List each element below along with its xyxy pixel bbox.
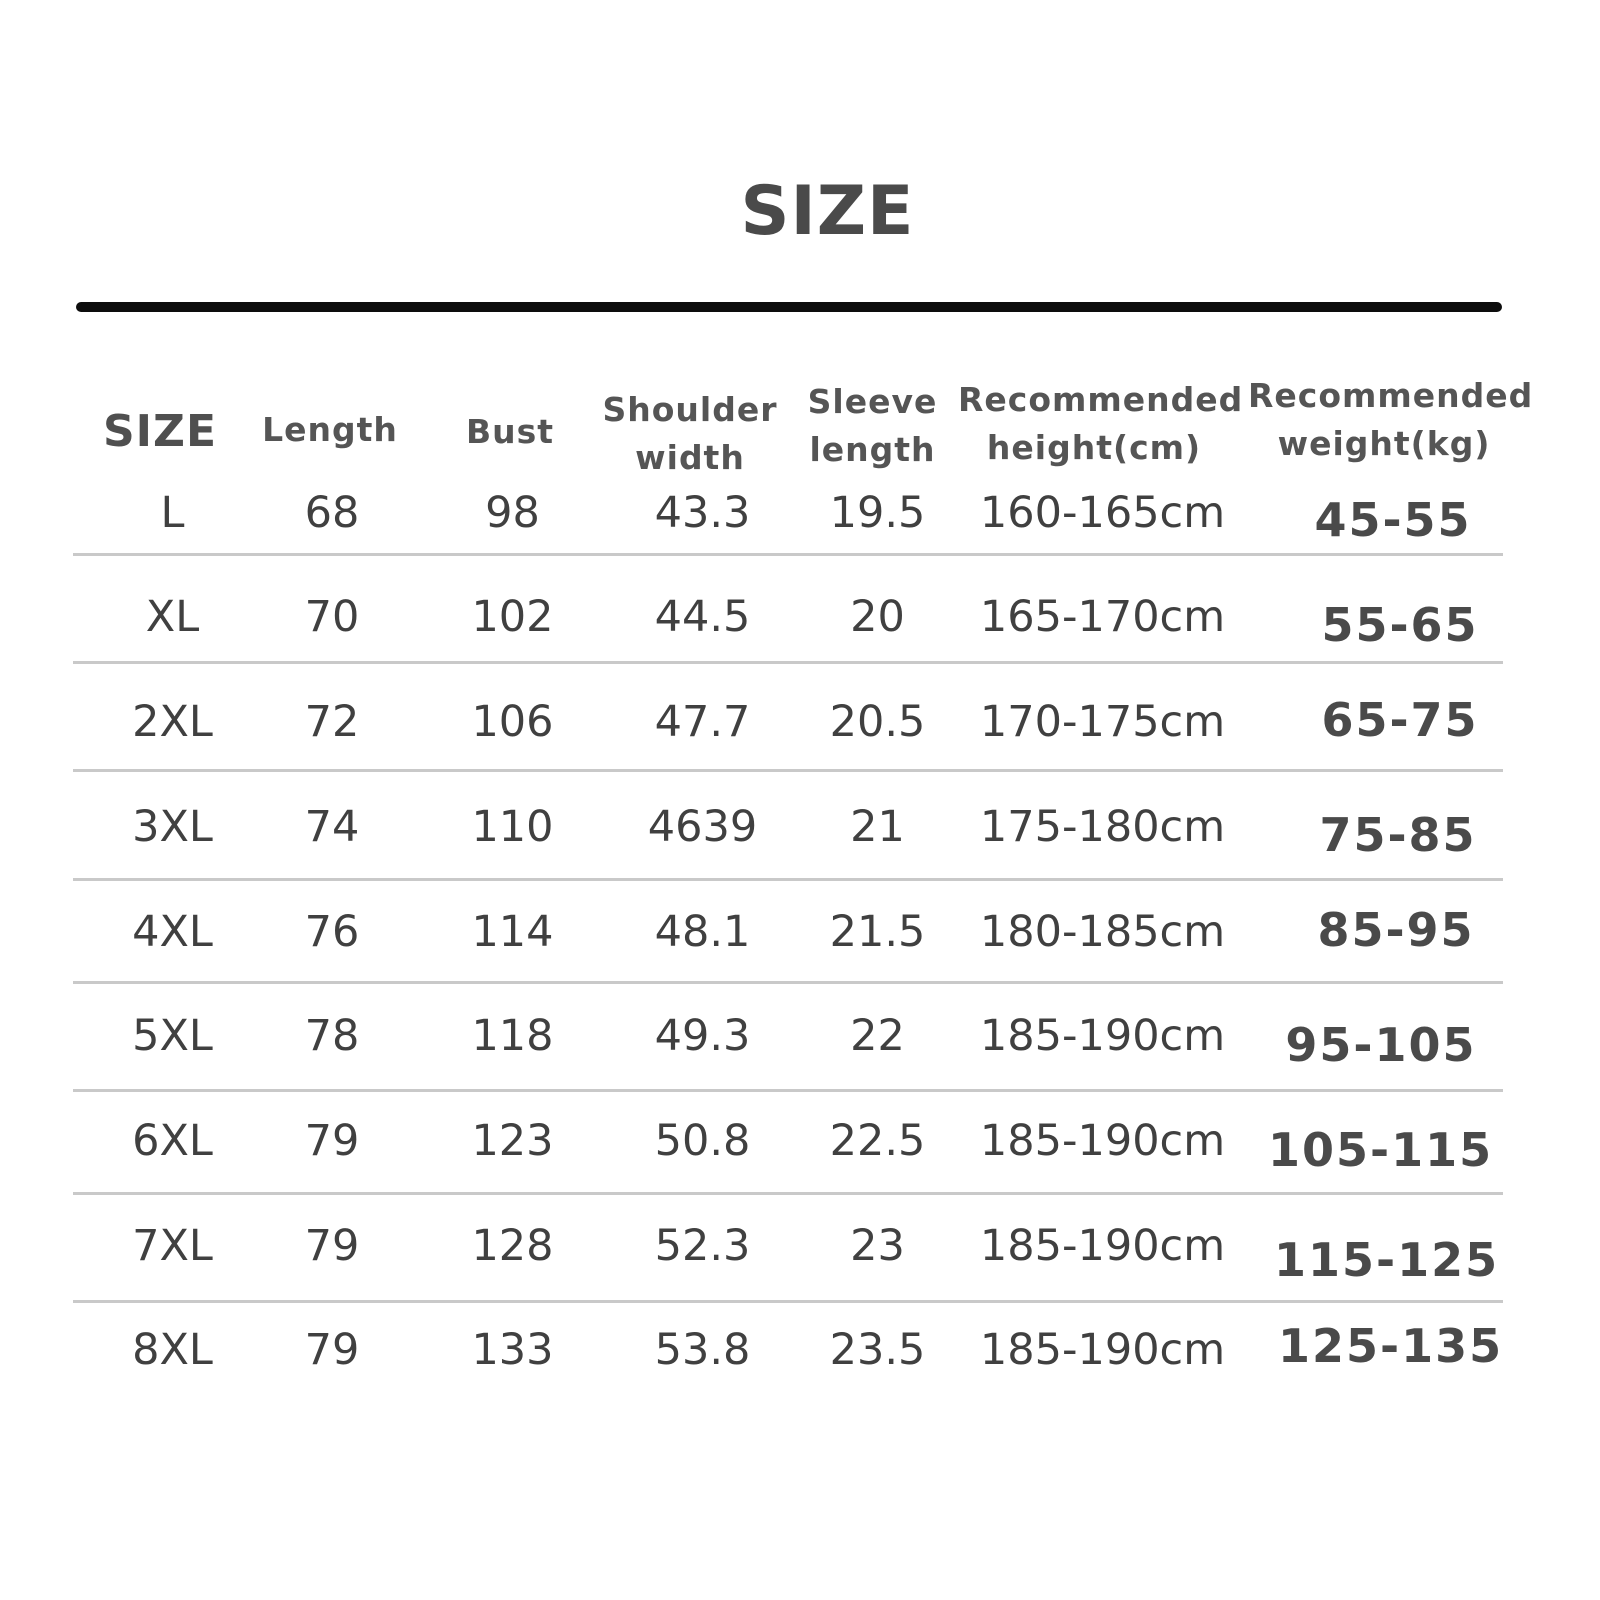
- page-title: SIZE: [740, 172, 915, 251]
- cell-length: 68: [304, 488, 360, 538]
- cell-sleeve: 20.5: [829, 697, 926, 747]
- cell-sleeve: 23.5: [829, 1325, 926, 1375]
- cell-shoulder: 4639: [647, 802, 758, 852]
- cell-height: 180-185cm: [979, 907, 1226, 957]
- row-divider: [73, 1300, 1503, 1303]
- cell-length: 72: [304, 697, 360, 747]
- row-divider: [73, 661, 1503, 664]
- title-divider: [76, 302, 1502, 312]
- row-divider: [73, 769, 1503, 772]
- cell-length: 76: [304, 907, 360, 957]
- cell-shoulder: 44.5: [654, 592, 751, 642]
- cell-length: 70: [304, 592, 360, 642]
- header-size: SIZE: [102, 406, 218, 457]
- row-divider: [73, 981, 1503, 984]
- header-recommended-weight: Recommended weight(kg): [1248, 376, 1534, 463]
- cell-sleeve: 20: [850, 592, 905, 642]
- cell-length: 78: [304, 1011, 360, 1061]
- cell-length: 79: [304, 1116, 360, 1166]
- cell-weight: 115-125: [1274, 1233, 1500, 1287]
- cell-size: 8XL: [132, 1325, 213, 1375]
- cell-bust: 106: [471, 697, 554, 747]
- cell-length: 79: [304, 1325, 360, 1375]
- header-bust: Bust: [465, 412, 555, 451]
- cell-weight: 75-85: [1319, 808, 1477, 862]
- cell-height: 185-190cm: [979, 1116, 1226, 1166]
- cell-size: 6XL: [132, 1116, 213, 1166]
- cell-size: 3XL: [132, 802, 213, 852]
- cell-sleeve: 19.5: [829, 488, 926, 538]
- cell-weight: 85-95: [1317, 903, 1475, 957]
- cell-bust: 114: [471, 907, 554, 957]
- cell-weight: 105-115: [1268, 1123, 1494, 1177]
- cell-height: 175-180cm: [979, 802, 1226, 852]
- row-divider: [73, 553, 1503, 556]
- cell-weight: 65-75: [1321, 693, 1479, 747]
- cell-height: 170-175cm: [979, 697, 1226, 747]
- cell-bust: 110: [471, 802, 554, 852]
- cell-bust: 118: [471, 1011, 554, 1061]
- cell-size: XL: [145, 592, 200, 642]
- cell-bust: 133: [471, 1325, 554, 1375]
- cell-weight: 125-135: [1278, 1319, 1504, 1373]
- cell-size: 5XL: [132, 1011, 213, 1061]
- cell-length: 74: [304, 802, 360, 852]
- cell-size: 2XL: [132, 697, 213, 747]
- cell-height: 185-190cm: [979, 1325, 1226, 1375]
- cell-size: 7XL: [132, 1221, 213, 1271]
- header-sleeve-length: Sleeve length: [807, 382, 938, 469]
- cell-bust: 102: [471, 592, 554, 642]
- cell-height: 185-190cm: [979, 1011, 1226, 1061]
- cell-height: 185-190cm: [979, 1221, 1226, 1271]
- header-length: Length: [262, 410, 398, 449]
- cell-height: 165-170cm: [979, 592, 1226, 642]
- cell-length: 79: [304, 1221, 360, 1271]
- cell-bust: 128: [471, 1221, 554, 1271]
- cell-shoulder: 43.3: [654, 488, 751, 538]
- header-shoulder-width: Shoulder width: [602, 390, 778, 477]
- cell-size: L: [160, 488, 185, 538]
- cell-weight: 95-105: [1285, 1018, 1477, 1072]
- cell-shoulder: 47.7: [654, 697, 751, 747]
- row-divider: [73, 878, 1503, 881]
- cell-weight: 55-65: [1321, 598, 1479, 652]
- cell-shoulder: 53.8: [654, 1325, 751, 1375]
- cell-height: 160-165cm: [979, 488, 1226, 538]
- header-recommended-height: Recommended height(cm): [958, 380, 1244, 467]
- cell-sleeve: 22.5: [829, 1116, 926, 1166]
- cell-size: 4XL: [132, 907, 213, 957]
- cell-sleeve: 23: [850, 1221, 905, 1271]
- row-divider: [73, 1192, 1503, 1195]
- cell-sleeve: 21: [850, 802, 905, 852]
- cell-bust: 123: [471, 1116, 554, 1166]
- cell-shoulder: 48.1: [654, 907, 751, 957]
- cell-weight: 45-55: [1314, 493, 1472, 547]
- cell-shoulder: 50.8: [654, 1116, 751, 1166]
- row-divider: [73, 1089, 1503, 1092]
- cell-shoulder: 52.3: [654, 1221, 751, 1271]
- cell-sleeve: 21.5: [829, 907, 926, 957]
- cell-sleeve: 22: [850, 1011, 905, 1061]
- cell-shoulder: 49.3: [654, 1011, 751, 1061]
- cell-bust: 98: [485, 488, 540, 538]
